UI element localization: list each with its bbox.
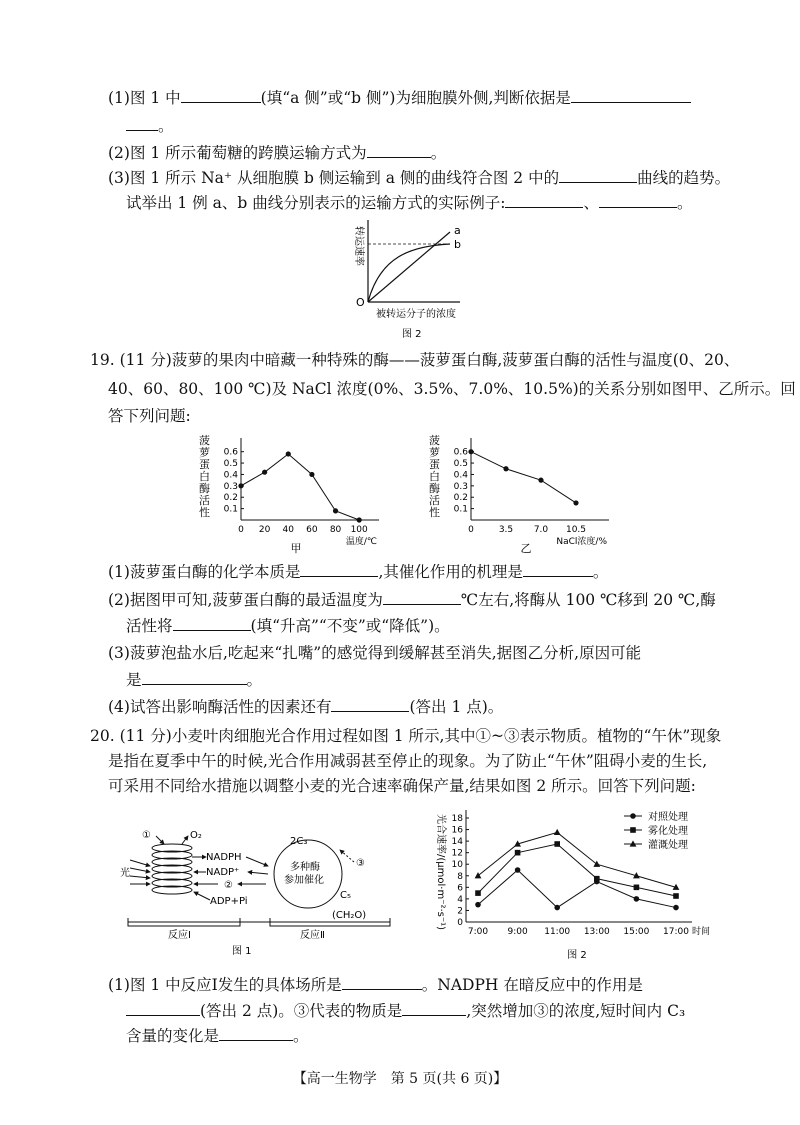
q19-part2: (2)据图甲可知,菠萝蛋白酶的最适温度为 ℃左右,将酶从 100 ℃移到 20 ℃,酶	[108, 591, 716, 609]
data-point	[673, 893, 679, 899]
nadp-label: NADP⁺	[206, 867, 240, 878]
o2-label: O₂	[190, 830, 202, 841]
q20-stem-line1: 20. (11 分)小麦叶肉细胞光合作用过程如图 1 所示,其中①~③表示物质。植物的“午休”现象	[90, 727, 722, 745]
q18-part3: (3)图 1 所示 Na⁺ 从细胞膜 b 侧运输到 a 侧的曲线符合图 2 中的 曲线的趋势。	[108, 169, 731, 187]
answer-blank[interactable]	[559, 168, 637, 183]
data-point	[673, 905, 679, 911]
legend-label: 雾化处理	[648, 826, 688, 837]
calvin-cycle	[274, 840, 342, 908]
figure-caption: 图 1	[232, 946, 252, 957]
x-tick-label: 40	[282, 525, 294, 535]
x-axis-label: 温度/℃	[345, 537, 377, 547]
answer-blank[interactable]	[126, 1001, 200, 1016]
origin-label: O	[356, 296, 365, 309]
reaction-2-label: 反应Ⅱ	[300, 930, 325, 941]
data-point	[357, 517, 362, 522]
x-tick-label: 100	[350, 525, 368, 535]
substance-2-label: ②	[224, 880, 233, 891]
y-tick-label: 16	[451, 825, 463, 836]
answer-blank[interactable]	[505, 193, 583, 208]
q19-stem-line3: 答下列问题:	[108, 407, 191, 425]
page-footer: 【高一生物学 第 5 页(共 6 页)】	[292, 1071, 508, 1087]
q18-part1: (1)图 1 中 (填“a 侧”或“b 侧”)为细胞膜外侧,判断依据是	[108, 88, 691, 108]
y-tick-label: 4	[457, 894, 463, 905]
q20-part1: (1)图 1 中反应Ⅰ发生的具体场所是 。NADPH 在暗反应中的作用是	[108, 976, 643, 994]
q19-part4: (4)试答出影响酶活性的因素还有 (答出 1 点)。	[108, 698, 504, 716]
data-point	[475, 902, 481, 908]
q18-figure2	[330, 212, 490, 342]
x-tick-label: 60	[306, 525, 318, 535]
y-tick-label: 8	[457, 871, 463, 882]
q18-part3-examples: 试举出 1 例 a、b 曲线分别表示的运输方式的实际例子: 、 。	[126, 194, 693, 212]
y-tick-label: 6	[457, 883, 463, 894]
x-tick-label: 17:00	[663, 927, 689, 937]
data-point	[475, 890, 481, 896]
x-tick-label: 3.5	[498, 525, 514, 535]
answer-blank[interactable]	[383, 590, 461, 605]
answer-blank[interactable]	[219, 1026, 293, 1041]
q20-stem-line2: 是指在夏季中午的时候,光合作用减弱甚至停止的现象。为了防止“午休”阻碍小麦的生长,	[108, 752, 708, 770]
data-point	[333, 508, 338, 513]
enzymes-label-line1: 多种酶	[290, 862, 320, 873]
data-point	[515, 867, 521, 873]
x-tick-label: 11:00	[544, 927, 571, 937]
y-axis-label: 转运速率	[353, 226, 364, 266]
2c3-label: 2C₃	[290, 836, 308, 847]
y-tick-label: 12	[451, 848, 463, 859]
data-point	[538, 478, 543, 483]
data-point	[309, 472, 314, 477]
chart-title: 甲	[290, 542, 302, 554]
y-tick-label: 0.1	[453, 504, 468, 515]
curve-a-label: a	[454, 224, 461, 237]
ch2o-label: (CH₂O)	[332, 910, 367, 921]
data-point	[634, 896, 640, 902]
answer-blank[interactable]	[173, 616, 251, 631]
reaction-1-label: 反应Ⅰ	[168, 930, 191, 941]
q18-part1-cont: 。	[126, 116, 174, 136]
x-axis-label: NaCl浓度/%	[556, 537, 607, 547]
figure-caption: 图 2	[567, 950, 587, 961]
y-tick-label: 0.3	[453, 481, 468, 492]
y-axis-label: 菠萝蛋白酶活性	[429, 434, 440, 519]
answer-blank[interactable]	[181, 88, 261, 103]
light-rays	[130, 860, 150, 884]
answer-blank[interactable]	[126, 116, 158, 131]
answer-blank[interactable]	[599, 193, 677, 208]
chart-yi	[425, 432, 625, 554]
x-tick-label: 80	[329, 525, 342, 535]
q19-stem-line2: 40、60、80、100 ℃)及 NaCl 浓度(0%、3.5%、7.0%、10.5%)的关系分别如图甲、乙所示。回	[108, 380, 796, 398]
nadph-label: NADPH	[206, 852, 242, 863]
substance-3-label: ③	[356, 858, 365, 869]
answer-blank[interactable]	[300, 562, 378, 577]
data-point	[594, 876, 600, 882]
y-tick-label: 0.2	[223, 493, 238, 504]
x-axis-label: 时间	[692, 927, 711, 937]
q19-part2-cont: 活性将 (填“升高”“不变”或“降低”)。	[126, 617, 450, 635]
x-tick-label: 13:00	[583, 927, 610, 937]
y-tick-label: 0.4	[453, 470, 468, 481]
y-axis-label: 光合速率/(μmol·m⁻²·s⁻¹)	[435, 814, 446, 931]
answer-blank[interactable]	[142, 670, 247, 685]
legend-marker	[630, 813, 636, 819]
series-line	[471, 452, 576, 503]
legend-label: 灌溉处理	[648, 840, 688, 851]
q18-part2: (2)图 1 所示葡萄糖的跨膜运输方式为 。	[108, 144, 447, 162]
q19-part1: (1)菠萝蛋白酶的化学本质是 ,其催化作用的机理是 。	[108, 563, 609, 581]
data-point	[468, 449, 473, 454]
light-label: 光	[120, 868, 130, 879]
y-tick-label: 0.6	[453, 447, 468, 458]
substance-1-label: ①	[142, 830, 151, 841]
y-tick-label: 0.1	[223, 504, 238, 515]
chart-jia	[195, 432, 395, 554]
x-tick-label: 10.5	[565, 525, 587, 535]
data-point	[238, 483, 243, 488]
q19-part3-cont: 是 。	[126, 671, 263, 689]
data-point	[634, 885, 640, 891]
curve-b-line	[368, 244, 450, 302]
q20-part1-cont2: 含量的变化是 。	[126, 1027, 309, 1045]
enzymes-label-line2: 参加催化	[284, 875, 324, 886]
y-tick-label: 0.2	[453, 493, 468, 504]
answer-blank[interactable]	[571, 88, 691, 103]
y-tick-label: 0.4	[223, 470, 238, 481]
data-point	[475, 872, 482, 878]
y-tick-label: 0.5	[453, 459, 468, 470]
x-tick-label: 15:00	[623, 927, 650, 937]
y-tick-label: 18	[451, 814, 463, 824]
data-point	[262, 470, 267, 475]
data-point	[286, 451, 291, 456]
answer-blank[interactable]	[523, 562, 593, 577]
data-point	[573, 500, 578, 505]
y-tick-label: 2	[457, 906, 463, 917]
y-axis-label: 菠萝蛋白酶活性	[199, 434, 210, 519]
q20-stem-line3: 可采用不同给水措施以调整小麦的光合速率确保产量,结果如图 2 所示。回答下列问题:	[108, 777, 696, 795]
q20-figure2-rate-chart	[428, 804, 728, 964]
x-tick-label: 9:00	[507, 927, 528, 937]
curve-b-label: b	[454, 238, 461, 251]
q19-part3: (3)菠萝泡盐水后,吃起来“扎嘴”的感觉得到缓解甚至消失,据图乙分析,原因可能	[108, 644, 642, 662]
data-point	[593, 861, 600, 867]
y-tick-label: 0.6	[223, 447, 238, 458]
series-line	[241, 454, 359, 520]
data-point	[554, 905, 560, 911]
data-point	[503, 466, 508, 471]
q20-figure1-photosynthesis	[120, 822, 400, 957]
q19-stem-line1: 19. (11 分)菠萝的果肉中暗藏一种特殊的酶——菠萝蛋白酶,菠萝蛋白酶的活性与温度(0、20、	[90, 351, 740, 369]
data-point	[554, 829, 561, 835]
adp-pi-label: ADP+Pi	[210, 896, 248, 907]
curve-a-line	[368, 232, 450, 302]
y-tick-label: 0.5	[223, 459, 238, 470]
x-tick-label: 0	[238, 525, 244, 535]
answer-blank[interactable]	[367, 143, 431, 158]
y-tick-label: 0	[457, 918, 463, 928]
y-tick-label: 10	[451, 860, 463, 871]
data-point	[515, 850, 521, 856]
y-tick-label: 14	[451, 837, 463, 848]
x-tick-label: 7.0	[533, 525, 549, 535]
x-tick-label: 0	[468, 525, 474, 535]
thylakoid-stack	[152, 844, 192, 894]
figure-caption: 图 2	[402, 329, 422, 340]
data-point	[554, 841, 560, 847]
answer-blank[interactable]	[402, 1001, 466, 1016]
q20-part1-cont: (答出 2 点)。③代表的物质是 ,突然增加③的浓度,短时间内 C₃	[126, 1001, 685, 1021]
x-axis-label: 被转运分子的浓度	[376, 309, 456, 320]
x-tick-label: 7:00	[467, 927, 489, 937]
y-tick-label: 0.3	[223, 481, 238, 492]
legend-label: 对照处理	[648, 812, 688, 823]
c5-label: C₅	[340, 890, 351, 901]
chart-title: 乙	[520, 542, 532, 554]
legend-marker	[630, 827, 636, 833]
x-tick-label: 20	[258, 525, 271, 535]
answer-blank[interactable]	[342, 975, 422, 990]
series-line	[478, 870, 676, 908]
answer-blank[interactable]	[331, 697, 409, 712]
